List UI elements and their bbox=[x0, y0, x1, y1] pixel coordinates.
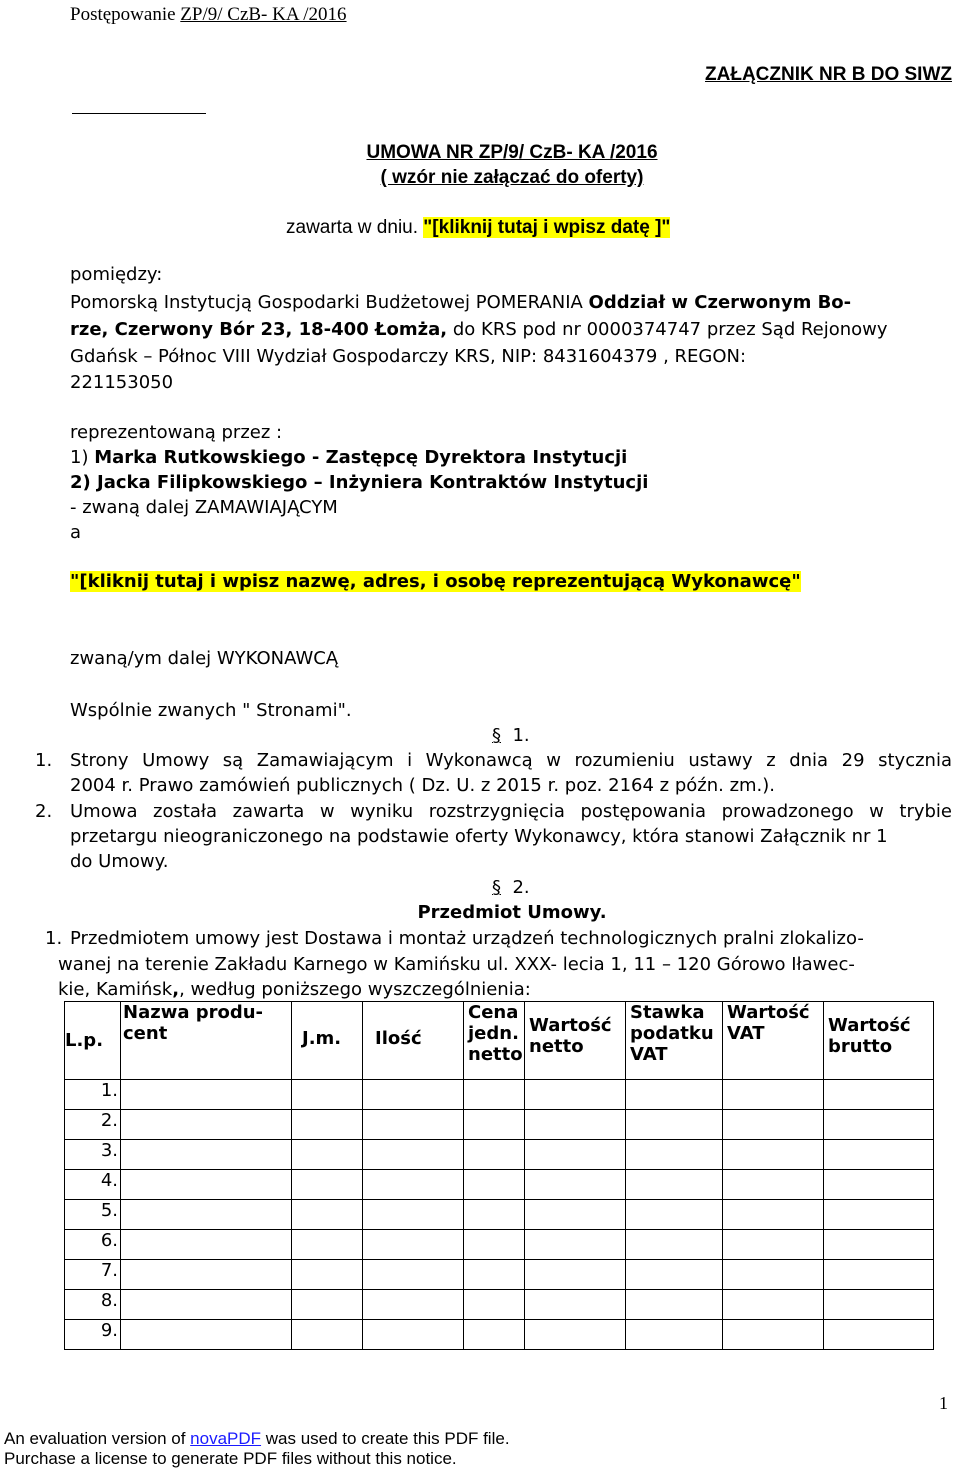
concluded-label: zawarta w dniu. bbox=[286, 217, 419, 238]
date-field[interactable]: "[kliknij tutaj i wpisz datę ]" bbox=[423, 217, 671, 238]
table-row bbox=[65, 1260, 934, 1290]
header-ref: ZP/9/ CzB- KA /2016 bbox=[180, 4, 347, 25]
table-cell bbox=[723, 1230, 824, 1260]
table-cell bbox=[464, 1080, 525, 1110]
table-cell bbox=[626, 1140, 723, 1170]
zamawiajacy-line: - zwaną dalej ZAMAWIAJĄCYM bbox=[70, 497, 338, 518]
table-cell bbox=[292, 1080, 363, 1110]
contractor-called: zwaną/ym dalej WYKONAWCĄ bbox=[70, 648, 339, 669]
concluded-line bbox=[286, 217, 670, 239]
table-cell bbox=[292, 1320, 363, 1350]
col-vat-rate: Stawka podatku VAT bbox=[626, 1002, 723, 1080]
table-cell bbox=[121, 1080, 292, 1110]
table-cell bbox=[626, 1110, 723, 1140]
table-row bbox=[65, 1110, 934, 1140]
table-cell bbox=[292, 1230, 363, 1260]
table-cell bbox=[723, 1140, 824, 1170]
row-number-cell: 5. bbox=[65, 1200, 121, 1230]
table-cell bbox=[363, 1320, 464, 1350]
s2-item1-line3: kie, Kamińsk,, według poniższego wyszczególnienia: bbox=[58, 979, 531, 1000]
table-cell bbox=[824, 1290, 934, 1320]
section1-number: 1. bbox=[512, 725, 530, 746]
table-cell bbox=[824, 1110, 934, 1140]
table-cell bbox=[525, 1200, 626, 1230]
table-row bbox=[65, 1290, 934, 1320]
party1-krs: do KRS pod nr 0000374747 przez Sąd Rejonowy bbox=[447, 319, 888, 340]
table-cell bbox=[363, 1230, 464, 1260]
s2-item1-line2: wanej na terenie Zakładu Karnego w Kamińsku ul. XXX- lecia 1, 11 – 120 Górowo Iławec- bbox=[58, 954, 855, 975]
header-prefix: Postępowanie bbox=[70, 4, 176, 25]
table-cell bbox=[525, 1260, 626, 1290]
s1-item2-line1: Umowa została zawarta w wyniku rozstrzygnięcia postępowania prowadzonego w trybie bbox=[70, 801, 952, 822]
table-cell bbox=[363, 1080, 464, 1110]
party1-name: Pomorską Instytucją Gospodarki Budżetowej POMERANIA bbox=[70, 292, 589, 313]
table-cell bbox=[824, 1080, 934, 1110]
col-unit: J.m. bbox=[292, 1002, 363, 1080]
table-cell bbox=[292, 1140, 363, 1170]
row-number-cell: 4. bbox=[65, 1170, 121, 1200]
table-cell bbox=[626, 1260, 723, 1290]
watermark-line1: An evaluation version of novaPDF was used to create this PDF file. bbox=[4, 1429, 510, 1448]
table-cell bbox=[824, 1170, 934, 1200]
col-qty: Ilość bbox=[363, 1002, 464, 1080]
items-table bbox=[64, 1001, 934, 1350]
table-cell bbox=[121, 1320, 292, 1350]
rep1-name: Marka Rutkowskiego - Zastępcę Dyrektora Instytucji bbox=[94, 447, 628, 468]
table-cell bbox=[292, 1260, 363, 1290]
table-cell bbox=[121, 1260, 292, 1290]
table-cell bbox=[464, 1290, 525, 1320]
s1-item1-line2: 2004 r. Prawo zamówień publicznych ( Dz. U. z 2015 r. poz. 2164 z późn. zm.). bbox=[70, 775, 776, 796]
table-cell bbox=[363, 1200, 464, 1230]
col-unit-price: Cena jedn. netto bbox=[464, 1002, 525, 1080]
table-cell bbox=[464, 1320, 525, 1350]
table-cell bbox=[824, 1320, 934, 1350]
table-cell bbox=[723, 1170, 824, 1200]
s1-item1-line1: Strony Umowy są Zamawiającym i Wykonawcą w rozumieniu ustawy z dnia 29 stycznia bbox=[70, 750, 952, 771]
table-cell bbox=[525, 1320, 626, 1350]
section2-number: 2. bbox=[512, 877, 530, 898]
table-cell bbox=[626, 1200, 723, 1230]
party1-address: rze, Czerwony Bór 23, 18-400 Łomża, bbox=[70, 319, 448, 340]
col-net-value: Wartość netto bbox=[525, 1002, 626, 1080]
col-vat-value: Wartość VAT bbox=[723, 1002, 824, 1080]
table-cell bbox=[464, 1110, 525, 1140]
table-cell bbox=[525, 1230, 626, 1260]
table-cell bbox=[292, 1170, 363, 1200]
s1-item2-num: 2. bbox=[35, 801, 53, 822]
row-number-cell: 8. bbox=[65, 1290, 121, 1320]
table-cell bbox=[121, 1230, 292, 1260]
table-cell bbox=[464, 1140, 525, 1170]
row-number-cell: 7. bbox=[65, 1260, 121, 1290]
s2-item1-line1: Przedmiotem umowy jest Dostawa i montaż urządzeń technologicznych pralni zlokalizo- bbox=[70, 928, 864, 949]
table-row bbox=[65, 1200, 934, 1230]
table-cell bbox=[121, 1170, 292, 1200]
watermark-line2: Purchase a license to generate PDF files without this notice. bbox=[4, 1449, 457, 1468]
rep1-number: 1) bbox=[70, 447, 95, 468]
row-number-cell: 3. bbox=[65, 1140, 121, 1170]
table-cell bbox=[723, 1290, 824, 1320]
table-row bbox=[65, 1170, 934, 1200]
attachment-label: ZAŁĄCZNIK NR B DO SIWZ bbox=[705, 64, 952, 85]
table-cell bbox=[464, 1260, 525, 1290]
header-line bbox=[70, 4, 347, 26]
short-rule bbox=[72, 113, 206, 114]
table-cell bbox=[121, 1110, 292, 1140]
table-header-row bbox=[65, 1002, 934, 1080]
table-cell bbox=[525, 1290, 626, 1320]
table-row bbox=[65, 1080, 934, 1110]
table-cell bbox=[121, 1140, 292, 1170]
table-cell bbox=[525, 1170, 626, 1200]
party1-line2 bbox=[70, 319, 888, 340]
s1-item1-num: 1. bbox=[35, 750, 53, 771]
section-sign-icon: § bbox=[492, 877, 501, 898]
table-row bbox=[65, 1320, 934, 1350]
contractor-field[interactable]: "[kliknij tutaj i wpisz nazwę, adres, i osobę reprezentującą Wykonawcę" bbox=[70, 571, 801, 592]
party1-line4: 221153050 bbox=[70, 372, 174, 393]
between-label: pomiędzy: bbox=[70, 264, 163, 285]
table-cell bbox=[525, 1110, 626, 1140]
table-cell bbox=[723, 1080, 824, 1110]
table-cell bbox=[525, 1080, 626, 1110]
table-cell bbox=[363, 1260, 464, 1290]
table-cell bbox=[363, 1170, 464, 1200]
s1-item2-line2: przetargu nieograniczonego na podstawie oferty Wykonawcy, która stanowi Załącznik nr 1 bbox=[70, 826, 888, 847]
table-cell bbox=[824, 1260, 934, 1290]
col-lp: L.p. bbox=[65, 1002, 121, 1080]
table-cell bbox=[464, 1170, 525, 1200]
table-row bbox=[65, 1230, 934, 1260]
table-cell bbox=[121, 1200, 292, 1230]
section2-heading bbox=[492, 877, 530, 898]
represented-label: reprezentowaną przez : bbox=[70, 422, 283, 443]
table-cell bbox=[292, 1110, 363, 1140]
table-cell bbox=[626, 1080, 723, 1110]
section-sign-icon: § bbox=[492, 725, 501, 746]
table-cell bbox=[824, 1200, 934, 1230]
row-number-cell: 1. bbox=[65, 1080, 121, 1110]
col-name: Nazwa produ- cent bbox=[121, 1002, 292, 1080]
col-gross-value: Wartość brutto bbox=[824, 1002, 934, 1080]
jointly-line: Wspólnie zwanych " Stronami". bbox=[70, 700, 352, 721]
contract-subtitle: ( wzór nie załączać do oferty) bbox=[380, 167, 644, 188]
table-cell bbox=[626, 1230, 723, 1260]
row-number-cell: 2. bbox=[65, 1110, 121, 1140]
rep1-line bbox=[70, 447, 627, 468]
table-cell bbox=[723, 1200, 824, 1230]
table-cell bbox=[824, 1140, 934, 1170]
table-cell bbox=[525, 1140, 626, 1170]
novapdf-link[interactable]: novaPDF bbox=[190, 1429, 262, 1448]
contract-title: UMOWA NR ZP/9/ CzB- KA /2016 bbox=[366, 142, 658, 163]
table-cell bbox=[121, 1290, 292, 1320]
table-cell bbox=[363, 1110, 464, 1140]
party1-line3: Gdańsk – Północ VIII Wydział Gospodarczy KRS, NIP: 8431604379 , REGON: bbox=[70, 346, 747, 367]
table-cell bbox=[824, 1230, 934, 1260]
table-cell bbox=[363, 1140, 464, 1170]
section2-title: Przedmiot Umowy. bbox=[417, 902, 607, 923]
table-row bbox=[65, 1140, 934, 1170]
table-cell bbox=[292, 1200, 363, 1230]
table-cell bbox=[626, 1320, 723, 1350]
table-cell bbox=[723, 1260, 824, 1290]
party1-branch: Oddział w Czerwonym Bo- bbox=[588, 292, 852, 313]
s2-item1-num: 1. bbox=[45, 928, 63, 949]
table-cell bbox=[464, 1230, 525, 1260]
row-number-cell: 9. bbox=[65, 1320, 121, 1350]
rep2-line: 2) Jacka Filipkowskiego – Inżyniera Kontraktów Instytucji bbox=[70, 472, 649, 493]
party1-line1 bbox=[70, 292, 851, 313]
page-number: 1 bbox=[939, 1393, 948, 1413]
table-cell bbox=[464, 1200, 525, 1230]
s1-item2-line3: do Umowy. bbox=[70, 851, 169, 872]
table-cell bbox=[723, 1320, 824, 1350]
table-cell bbox=[626, 1290, 723, 1320]
table-cell bbox=[292, 1290, 363, 1320]
row-number-cell: 6. bbox=[65, 1230, 121, 1260]
table-cell bbox=[363, 1290, 464, 1320]
table-cell bbox=[723, 1110, 824, 1140]
section1-heading bbox=[492, 725, 530, 746]
and-line: a bbox=[70, 522, 82, 543]
table-cell bbox=[626, 1170, 723, 1200]
